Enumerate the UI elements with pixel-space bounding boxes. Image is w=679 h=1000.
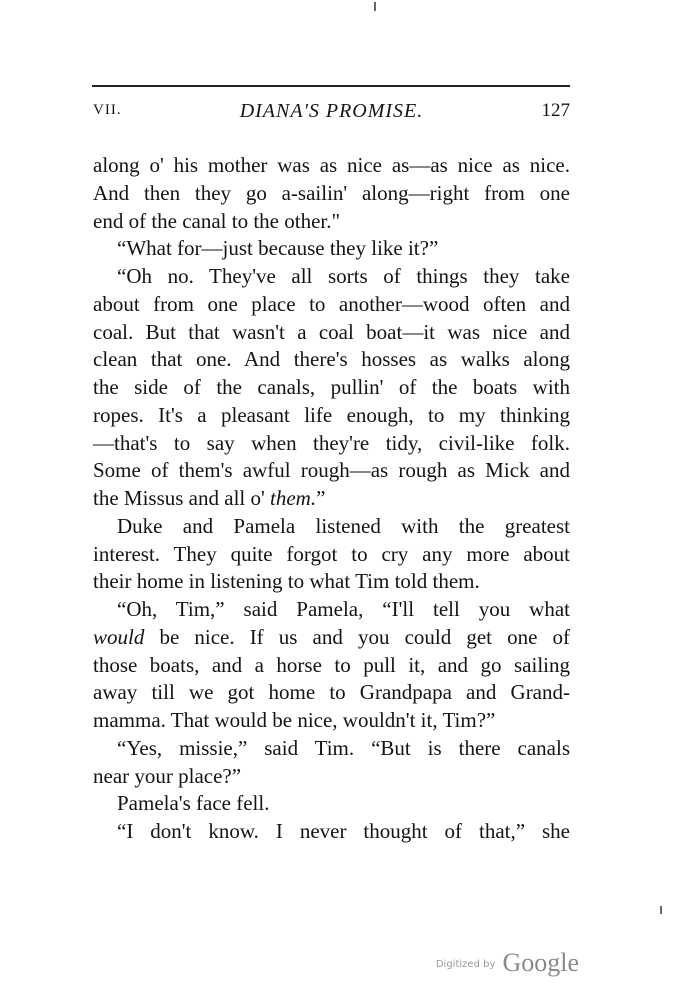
text-line <box>93 763 570 791</box>
line-text: those boats, and a horse to pull it, and go sailing <box>93 652 570 677</box>
page-number: 127 <box>541 100 570 121</box>
line-text: clean that one. And there's hosses as walks along <box>93 347 570 372</box>
text-line <box>93 596 570 624</box>
emphasis: would <box>93 624 145 649</box>
text-line <box>93 679 570 707</box>
text-line <box>93 402 570 430</box>
text-line <box>93 180 570 208</box>
text-line <box>93 346 570 374</box>
text-line <box>93 291 570 319</box>
line-text: “What for—just because they like it?” <box>117 236 439 261</box>
line-text: the Missus and all o' <box>93 486 271 510</box>
text-line <box>93 374 570 402</box>
text-line <box>93 319 570 347</box>
line-text: Some of them's awful rough—as rough as Mick and <box>93 458 570 483</box>
text-line <box>93 735 570 763</box>
line-text: be nice. If us and you could get one of <box>144 624 570 649</box>
line-text: interest. They quite forgot to cry any more about <box>93 541 570 566</box>
header-rule <box>92 85 570 87</box>
line-text-end: ” <box>316 486 326 510</box>
line-text: away till we got home to Grandpapa and Grand- <box>93 680 570 705</box>
text-line <box>93 430 570 458</box>
line-text: Duke and Pamela listened with the greatest <box>117 513 570 538</box>
line-text: mamma. That would be nice, wouldn't it, Tim?” <box>93 708 496 732</box>
line-text: “Yes, missie,” said Tim. “But is there canals <box>117 735 570 760</box>
text-line <box>93 457 570 485</box>
line-text: about from one place to another—wood often and <box>93 291 570 316</box>
line-text: coal. But that wasn't a coal boat—it was nice and <box>93 319 570 344</box>
emphasis: them. <box>270 486 317 510</box>
text-line <box>93 818 570 846</box>
digitized-by-label: Digitized by <box>435 959 496 970</box>
text-line <box>93 208 570 236</box>
line-text: “Oh no. They've all sorts of things they take <box>117 264 570 288</box>
text-line <box>93 263 570 291</box>
line-text: the side of the canals, pullin' of the boats with <box>93 375 570 399</box>
text-line <box>93 541 570 569</box>
text-line <box>93 152 570 180</box>
chapter-number: VII. <box>93 102 122 118</box>
text-line <box>93 624 570 652</box>
text-line <box>93 568 570 596</box>
body-text <box>93 152 570 846</box>
line-text: “Oh, Tim,” said Pamela, “I'll tell you what <box>117 597 570 621</box>
line-text: ropes. It's a pleasant life enough, to my thinking <box>93 402 570 427</box>
line-text: near your place?” <box>93 763 242 788</box>
text-line <box>93 485 570 513</box>
line-text: along o' his mother was as nice as—as nice as nice. <box>93 153 570 177</box>
google-wordmark: Google <box>502 948 579 977</box>
line-text: “I don't know. I never thought of that,” she <box>117 819 570 843</box>
scan-speck-right <box>660 906 662 914</box>
text-line <box>93 652 570 680</box>
line-text: And then they go a-sailin' along—right from one <box>93 180 570 205</box>
line-text: end of the canal to the other." <box>93 208 341 233</box>
running-title: DIANA'S PROMISE. <box>239 100 424 122</box>
running-head <box>93 100 570 128</box>
digitized-watermark <box>436 948 579 978</box>
line-text: Pamela's face fell. <box>117 791 270 816</box>
line-text: —that's to say when they're tidy, civil-like folk. <box>93 430 570 455</box>
text-line <box>93 235 570 263</box>
text-line <box>93 707 570 735</box>
text-line <box>93 790 570 818</box>
line-text: their home in listening to what Tim told them. <box>93 569 480 594</box>
scan-speck-top <box>374 2 376 11</box>
text-line <box>93 513 570 541</box>
